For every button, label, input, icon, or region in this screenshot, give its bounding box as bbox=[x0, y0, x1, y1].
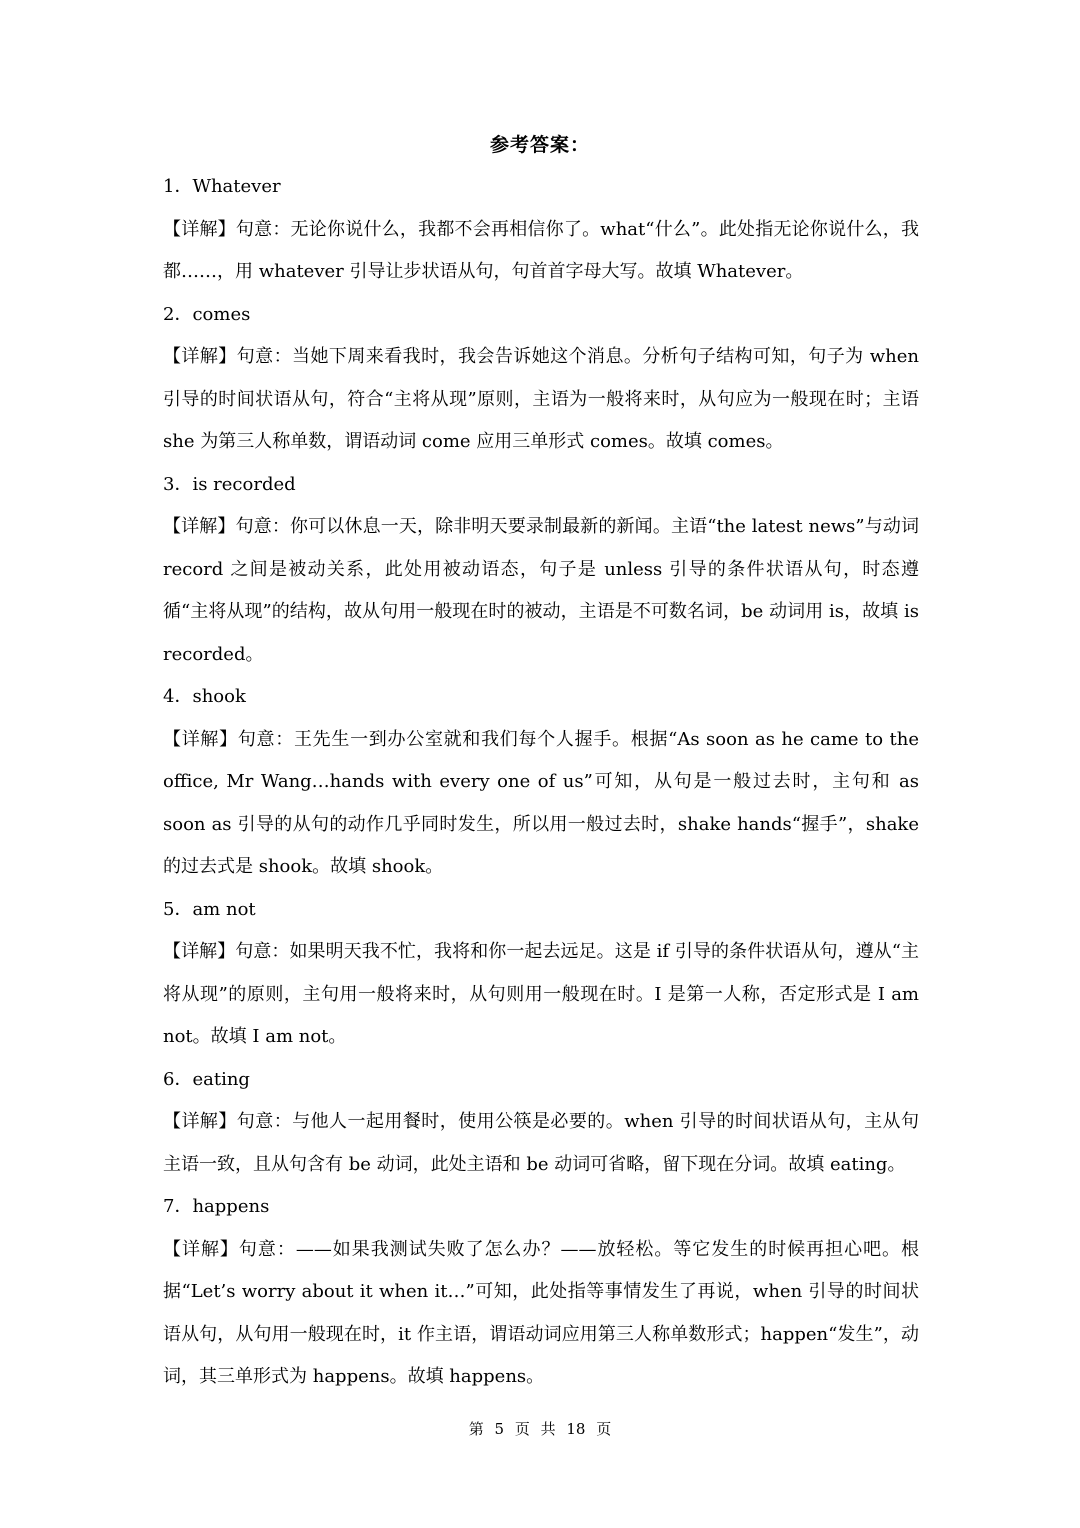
detail-text: 句意：你可以休息一天，除非明天要录制最新的新闻。主语“the latest news”与动词 record 之间是被动关系，此处用被动语态，句子是 unless 引导的条件状语从句，时态遵循“主将从现”的结构，故从句用一般现在时的被动，主语是不可数名词，be 动词用 is，故填 is recorded。 bbox=[163, 516, 920, 665]
answer-item bbox=[163, 464, 919, 677]
answer-text: comes bbox=[192, 303, 251, 325]
answer-explanation bbox=[163, 931, 919, 1059]
answer-text: shook bbox=[192, 686, 246, 707]
page-title: 参考答案： bbox=[489, 134, 590, 156]
answer-explanation bbox=[163, 719, 919, 889]
answer-text: eating bbox=[192, 1068, 250, 1090]
answer-line bbox=[163, 294, 919, 337]
detail-tag: 【详解】 bbox=[163, 218, 236, 240]
answer-explanation bbox=[163, 336, 919, 464]
detail-text: 句意：如果明天我不忙，我将和你一起去远足。这是 if 引导的条件状语从句，遵从“主将从现”的原则，主句用一般将来时，从句则用一般现在时。I 是第一人称，否定形式是 I am not。故填 I am not。 bbox=[163, 941, 919, 1047]
detail-text: 句意：无论你说什么，我都不会再相信你了。what“什么”。此处指无论你说什么，我都……，用 whatever 引导让步状语从句，句首首字母大写。故填 Whatever。 bbox=[163, 218, 919, 282]
answer-text: happens bbox=[192, 1196, 270, 1217]
answer-text: is recorded bbox=[192, 473, 296, 495]
answer-number: 4． bbox=[163, 686, 193, 707]
answer-item bbox=[163, 166, 919, 294]
answer-item bbox=[163, 1059, 919, 1187]
detail-text: 句意：——如果我测试失败了怎么办？——放轻松。等它发生的时候再担心吧。根据“Let’s worry about it when it…”可知，此处指等事情发生了再说，when 引导的时间状语从句，从句用一般现在时，it 作主语，谓语动词应用第三人称单数形式；happen“发生”，动词，其三单形式为 happens。故填 happens。 bbox=[163, 1238, 920, 1387]
answer-text: Whatever bbox=[192, 176, 281, 197]
answer-number: 6． bbox=[163, 1068, 193, 1090]
detail-text: 句意：当她下周来看我时，我会告诉她这个消息。分析句子结构可知，句子为 when 引导的时间状语从句，符合“主将从现”原则，主语为一般将来时，从句应为一般现在时；主语 she 为第三人称单数，谓语动词 come 应用三单形式 comes。故填 comes。 bbox=[163, 346, 919, 452]
detail-tag: 【详解】 bbox=[163, 941, 236, 962]
answer-line bbox=[163, 1186, 919, 1229]
answer-explanation bbox=[163, 506, 919, 676]
detail-tag: 【详解】 bbox=[163, 346, 237, 367]
answer-item bbox=[163, 1186, 919, 1399]
answer-item bbox=[163, 889, 919, 1059]
answer-text: am not bbox=[192, 898, 256, 920]
answer-line bbox=[163, 166, 919, 209]
detail-tag: 【详解】 bbox=[163, 728, 238, 750]
answer-number: 1． bbox=[163, 176, 193, 197]
answer-item bbox=[163, 294, 919, 464]
detail-tag: 【详解】 bbox=[163, 1238, 239, 1260]
answer-line bbox=[163, 464, 919, 507]
answer-item bbox=[163, 676, 919, 889]
page-footer: 第 5 页 共 18 页 bbox=[468, 1420, 612, 1438]
answer-number: 5． bbox=[163, 898, 193, 920]
detail-text: 句意：王先生一到办公室就和我们每个人握手。根据“As soon as he came to the office, Mr Wang…hands with every one of us”可知，从句是一般过去时，主句和 as soon as 引导的从句的动作几乎同时发生，所以用一般过去时，shake hands“握手”，shake 的过去式是 shook。故填 shook。 bbox=[163, 728, 919, 877]
detail-tag: 【详解】 bbox=[163, 516, 236, 537]
answer-explanation bbox=[163, 1101, 919, 1186]
answer-line bbox=[163, 1059, 919, 1102]
answer-explanation bbox=[163, 209, 919, 294]
answer-number: 7． bbox=[163, 1196, 193, 1217]
detail-tag: 【详解】 bbox=[163, 1111, 237, 1132]
answer-line bbox=[163, 676, 919, 719]
detail-text: 句意：与他人一起用餐时，使用公筷是必要的。when 引导的时间状语从句，主从句主语一致，且从句含有 be 动词，此处主语和 be 动词可省略，留下现在分词。故填 eating。 bbox=[163, 1111, 919, 1175]
answer-number: 3． bbox=[163, 473, 193, 495]
answer-list bbox=[163, 166, 919, 1399]
answer-explanation bbox=[163, 1229, 919, 1399]
answer-line bbox=[163, 889, 919, 932]
answer-number: 2． bbox=[163, 303, 193, 325]
